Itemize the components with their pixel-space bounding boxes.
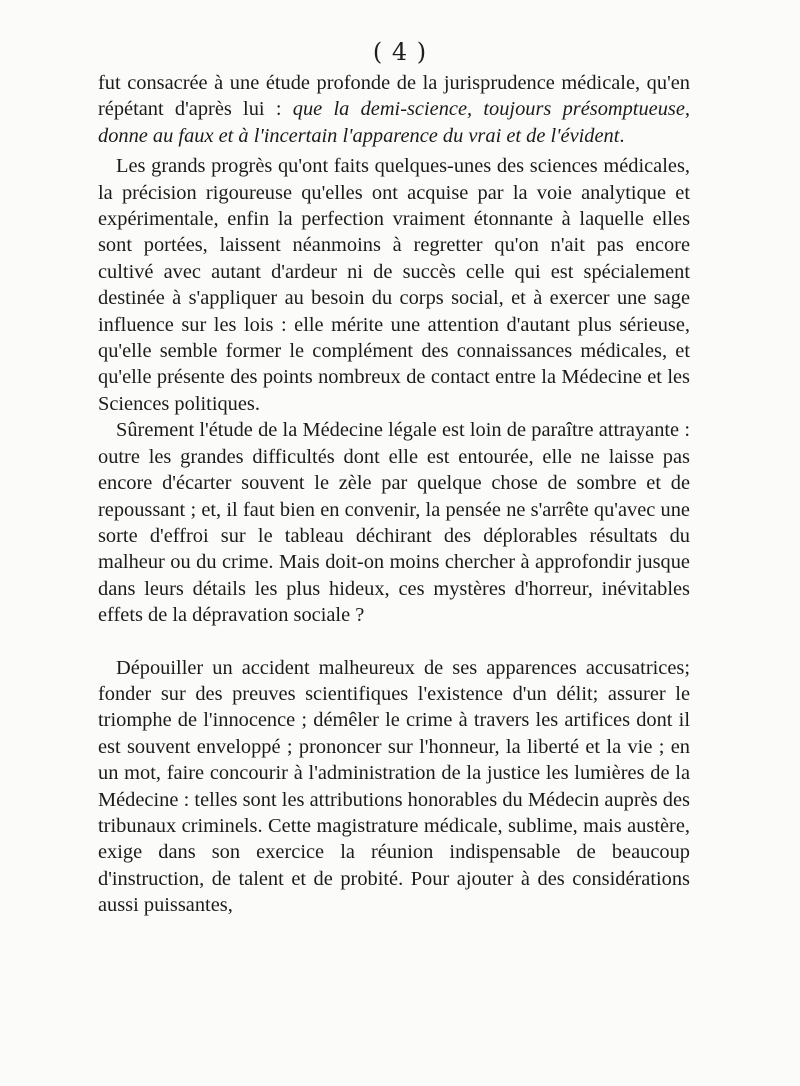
body-text <box>98 70 690 919</box>
paragraph-2: Les grands progrès qu'ont faits quelques-unes des sciences médicales, la précision rigoureuse qu'elles ont acquise par la voie analytique et expérimentale, enfin la perfection vraiment étonnante à laquelle elles sont portées, laissent néanmoins à regretter qu'on n'ait pas encore cultivé avec autant d'ardeur ni de succès celle qui est spécialement destinée à s'appliquer au besoin du corps social, et à exercer une sage influence sur les lois : elle mérite une attention d'autant plus sérieuse, qu'elle semble former le complément des connaissances médicales, et qu'elle présente des points nombreux de contact entre la Médecine et les Sciences politiques. <box>98 155 690 415</box>
paragraph-1-end: . <box>619 124 625 147</box>
paragraph-1 <box>98 70 690 149</box>
paragraph-3: Sûrement l'étude de la Médecine légale est loin de paraître attrayante : outre les grandes difficultés dont elle est entourée, elle ne laisse pas encore d'écarter souvent le zèle par quelque chose de sombre et de repoussant ; et, il faut bien en convenir, la pensée ne s'arrête qu'avec une sorte d'effroi sur le tableau déchirant des déplorables résultats du malheur ou du crime. Mais doit-on moins chercher à approfondir jusque dans leurs détails les plus hideux, ces mystères d'horreur, inévitables effets de la dépravation sociale ? <box>98 419 690 627</box>
page-number: ( 4 ) <box>372 38 428 66</box>
paragraph-4: Dépouiller un accident malheureux de ses apparences accusatrices; fonder sur des preuves scientifiques l'existence d'un délit; assurer le triomphe de l'innocence ; démêler le crime à travers les artifices dont il est souvent enveloppé ; prononcer sur l'honneur, la liberté et la vie ; en un mot, faire concourir à l'administration de la justice les lumières de la Médecine : telles sont les attributions honorables du Médecin auprès des tribunaux criminels. Cette magistrature médicale, sublime, mais austère, exige dans son exercice la réunion indispensable de beaucoup d'instruction, de talent et de probité. Pour ajouter à des considérations aussi puissantes, <box>98 656 690 917</box>
paragraph-1-quote: que la demi-science, toujours présomptueuse, donne au faux et à l'incertain l'apparence du vrai et de l'évident <box>98 98 690 147</box>
paragraph-1-text: fut consacrée à une étude profonde de la jurisprudence médicale, qu'en répétant d'après lui : <box>98 72 690 121</box>
